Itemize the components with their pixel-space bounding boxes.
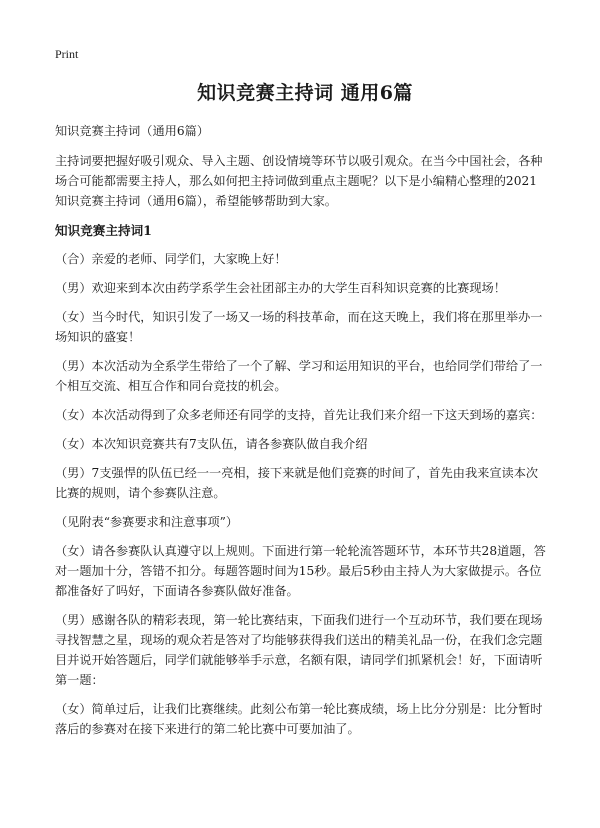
article-subtitle: 知识竞赛主持词（通用6篇） xyxy=(55,124,210,138)
section-heading: 知识竞赛主持词1 xyxy=(55,223,152,238)
print-link[interactable]: Print xyxy=(55,47,79,61)
paragraph: （男）本次活动为全系学生带给了一个了解、学习和运用知识的平台，也给同学们带给了一个相互交流、相互合作和同台竞技的机会。 xyxy=(55,359,543,393)
page-title: 知识竞赛主持词 通用6篇 xyxy=(197,82,413,104)
paragraph: （男）欢迎来到本次由药学系学生会社团部主办的大学生百科知识竞赛的比赛现场！ xyxy=(55,281,506,295)
paragraph: （女）本次知识竞赛共有7支队伍，请各参赛队做自我介绍 xyxy=(55,437,368,451)
paragraph: （男）7支强悍的队伍已经一一亮相，接下来就是他们竞赛的时间了，首先由我来宣读本次比赛的规则，请个参赛队注意。 xyxy=(55,466,539,500)
paragraph: （女）简单过后，让我们比赛继续。此刻公布第一轮比赛成绩，场上比分分别是：比分暂时落后的参赛对在接下来进行的第二轮比赛中可要加油了。 xyxy=(55,702,543,736)
paragraph: （男）感谢各队的精彩表现，第一轮比赛结束，下面我们进行一个互动环节，我们要在现场寻找智慧之星，现场的观众若是答对了均能够获得我们送出的精美礼品一份，在我们念完题目并说开始答题后，同学们就能够举手示意，名额有限，请同学们抓紧机会！好，下面请听第一题： xyxy=(55,613,543,687)
paragraph: （女）当今时代，知识引发了一场又一场的科技革命，而在这天晚上，我们将在那里举办一场知识的盛宴！ xyxy=(55,310,543,344)
article-body xyxy=(55,121,547,748)
paragraph: （合）亲爱的老师、同学们，大家晚上好！ xyxy=(55,252,287,266)
paragraph: （女）本次活动得到了众多老师还有同学的支持，首先让我们来介绍一下这天到场的嘉宾： xyxy=(55,408,543,422)
paragraph: （女）请各参赛队认真遵守以上规则。下面进行第一轮轮流答题环节，本环节共28道题，答对一题加十分，答错不扣分。每题答题时间为15秒。最后5秒由主持人为大家做提示。各位都准备好了吗好，下面请各参赛队做好准备。 xyxy=(55,544,546,598)
paragraph: （见附表“参赛要求和注意事项”） xyxy=(55,515,239,529)
intro-paragraph: 主持词要把握好吸引观众、导入主题、创设情境等环节以吸引观众。在当今中国社会，各种场合可能都需要主持人，那么如何把主持词做到重点主题呢？以下是小编精心整理的2021知识竞赛主持词（通用6篇），希望能够帮助到大家。 xyxy=(55,154,543,208)
